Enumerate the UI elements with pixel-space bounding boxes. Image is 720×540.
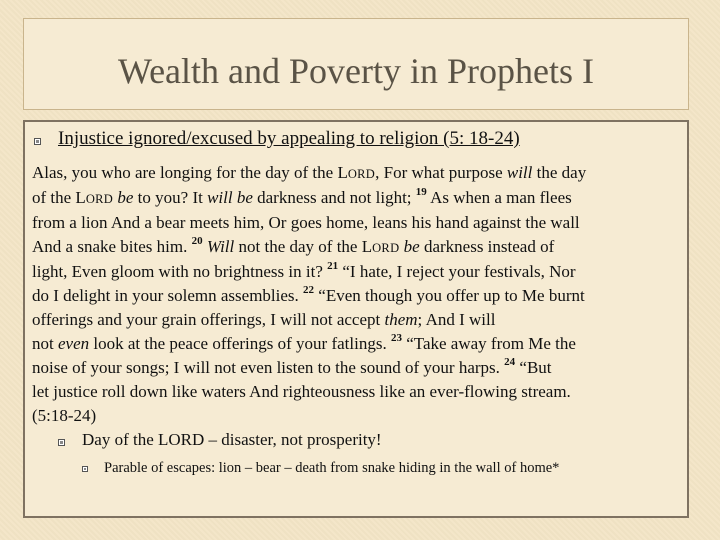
- text: the day: [532, 163, 587, 182]
- text: As when a man flees: [426, 188, 572, 207]
- slide-title: Wealth and Poverty in Prophets I: [117, 51, 594, 91]
- text: to you? It: [133, 188, 208, 207]
- text: do I delight in your solemn assemblies.: [32, 286, 304, 305]
- text: “But: [515, 358, 552, 377]
- bullet-level3-text: Parable of escapes: lion – bear – death from snake hiding in the wall of home*: [104, 460, 560, 476]
- verse-number: 22: [303, 284, 315, 297]
- verse-number: 23: [390, 332, 402, 345]
- square-bullet-icon: [58, 439, 65, 446]
- passage-line: [32, 308, 692, 332]
- italic-text: be: [117, 188, 134, 207]
- verse-number: 20: [191, 235, 203, 248]
- text: not: [32, 334, 58, 353]
- bullet-level1-text: Injustice ignored/excused by appealing to religion (5: 18-24): [58, 128, 520, 149]
- text: light, Even gloom with no brightness in it?: [32, 262, 328, 281]
- text: “Take away from Me the: [401, 334, 576, 353]
- text: , For what purpose: [375, 163, 507, 182]
- passage-reference: (5:18-24): [32, 406, 97, 425]
- passage-line: from a lion And a bear meets him, Or goes home, leans his hand against the wall: [32, 213, 580, 232]
- text: of the L: [32, 188, 86, 207]
- text: Alas, you who are longing for the day of the L: [32, 163, 348, 182]
- text: “Even though you offer up to Me burnt: [314, 286, 585, 305]
- italic-text: will be: [207, 188, 253, 207]
- text: not the day of the L: [234, 237, 373, 256]
- title-box: [23, 18, 689, 110]
- verse-number: 21: [327, 260, 339, 273]
- italic-text: will: [506, 163, 533, 182]
- square-bullet-icon: [82, 466, 88, 472]
- text: darkness instead of: [419, 237, 555, 256]
- text: darkness and not light;: [252, 188, 416, 207]
- text: offerings and your grain offerings, I will not accept: [32, 310, 385, 329]
- text: And a snake bites him.: [32, 237, 192, 256]
- passage-line: let justice roll down like waters And righteousness like an ever-flowing stream.: [32, 382, 571, 401]
- italic-text: even: [57, 334, 90, 353]
- bullet-level2-text: Day of the LORD – disaster, not prosperity!: [82, 430, 382, 449]
- small-caps-text: ORD: [347, 167, 376, 181]
- passage-line: [32, 235, 692, 260]
- passage-line: [32, 186, 692, 211]
- scripture-passage: [32, 161, 692, 428]
- italic-text: them: [384, 310, 418, 329]
- italic-text: be: [403, 237, 420, 256]
- passage-line: [32, 356, 692, 380]
- text: noise of your songs; I will not even listen to the sound of your harps.: [32, 358, 505, 377]
- verse-number: 24: [504, 356, 516, 369]
- text: look at the peace offerings of your fatlings.: [89, 334, 391, 353]
- text: “I hate, I reject your festivals, Nor: [338, 262, 576, 281]
- passage-line: [32, 260, 692, 284]
- small-caps-text: ORD: [372, 241, 400, 255]
- passage-line: [32, 332, 692, 356]
- small-caps-text: ORD: [85, 192, 114, 206]
- verse-number: 19: [415, 186, 427, 199]
- passage-line: [32, 284, 692, 308]
- square-bullet-icon: [34, 138, 41, 145]
- italic-text: Will: [206, 237, 235, 256]
- text: ; And I will: [417, 310, 496, 329]
- passage-line: [32, 161, 692, 186]
